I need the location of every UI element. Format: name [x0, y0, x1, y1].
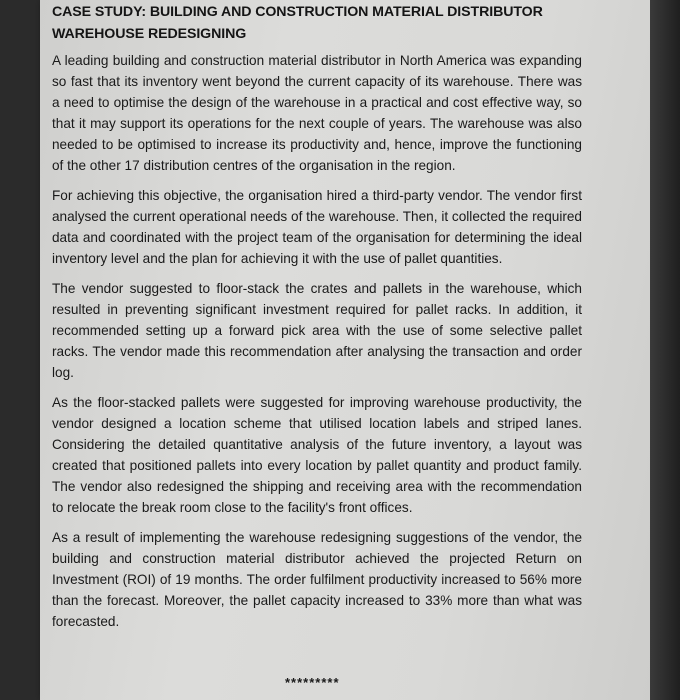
paragraph-4: As the floor-stacked pallets were suggested for improving warehouse productivity, the vendor designed a location scheme that utilised location labels and striped lanes. Considering the detailed quantitative analysis of the future inventory, a layout was created that positioned pallets into every location by pallet quantity and product family. The vendor also redesigned the shipping and receiving area with the recommendation to relocate the break room close to the facility's front offices.: [52, 395, 582, 515]
title-line-2: WAREHOUSE REDESIGNING: [52, 26, 247, 42]
paragraph-2: For achieving this objective, the organisation hired a third-party vendor. The vendor first analysed the current operational needs of the warehouse. Then, it collected the required data and coordinated with the project team of the organisation for determining the ideal inventory level and the plan for achieving it with the use of pallet quantities.: [52, 188, 582, 266]
title-line-1: CASE STUDY: BUILDING AND CONSTRUCTION MATERIAL DISTRIBUTOR: [52, 4, 543, 20]
end-marker: *********: [285, 675, 340, 690]
case-study-title: [52, 1, 543, 45]
page-edge-shadow: [650, 0, 680, 700]
case-study-body: [52, 50, 582, 641]
paragraph-5: As a result of implementing the warehouse redesigning suggestions of the vendor, the building and construction material distributor achieved the projected Return on Investment (ROI) of 19 months. The order fulfilment productivity increased to 56% more than the forecast. Moreover, the pallet capacity increased to 33% more than what was forecasted.: [52, 530, 582, 629]
paragraph-3: The vendor suggested to floor-stack the crates and pallets in the warehouse, which resulted in preventing significant investment required for pallet racks. In addition, it recommended setting up a forward pick area with the use of some selective pallet racks. The vendor made this recommendation after analysing the transaction and order log.: [52, 281, 582, 380]
paragraph-1: A leading building and construction material distributor in North America was expanding so fast that its inventory went beyond the current capacity of its warehouse. There was a need to optimise the design of the warehouse in a practical and cost effective way, so that it may support its operations for the next couple of years. The warehouse was also needed to be optimised to increase its productivity and, hence, improve the functioning of the other 17 distribution centres of the organisation in the region.: [52, 53, 582, 173]
